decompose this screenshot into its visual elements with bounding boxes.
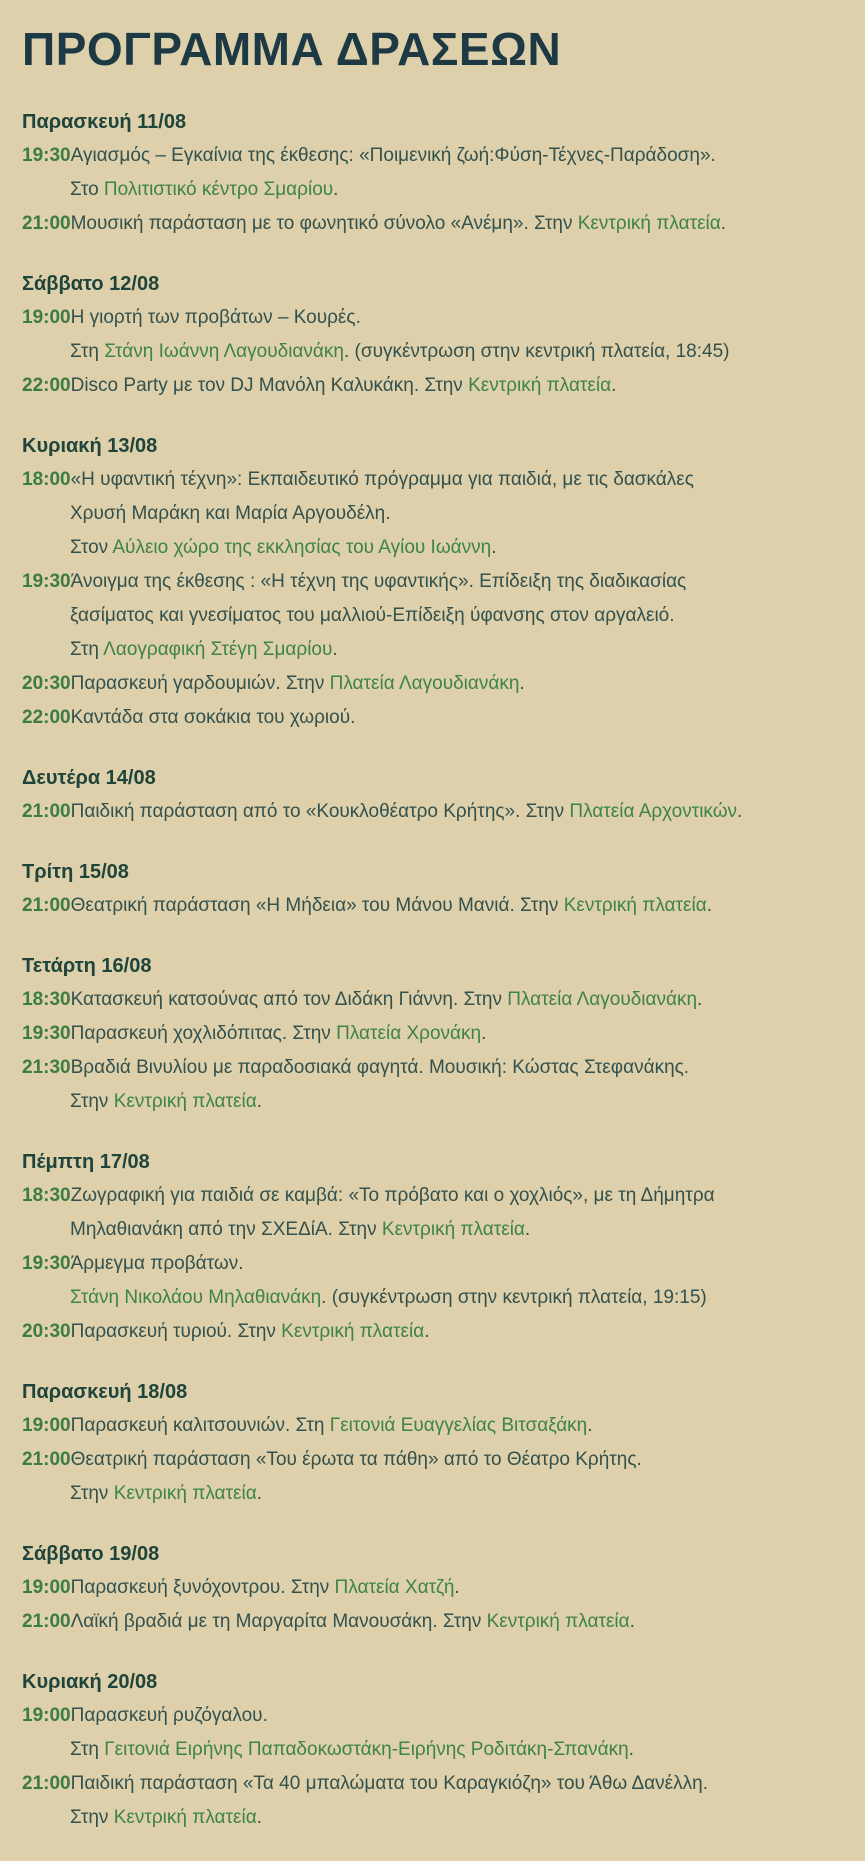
event-description-text: . bbox=[481, 1022, 487, 1044]
event-description-text: Παρασκευή γαρδουμιών. Στην bbox=[70, 672, 330, 694]
event-text bbox=[71, 1767, 855, 1801]
event-text bbox=[71, 1247, 855, 1281]
event-time: 22:00 bbox=[22, 374, 71, 396]
location-text: Πλατεία Χρονάκη bbox=[336, 1022, 482, 1044]
event-text bbox=[71, 701, 855, 735]
event-time: 21:00 bbox=[22, 894, 71, 916]
event-description-text: Βραδιά Βινυλίου με παραδοσιακά φαγητά. Μουσική: Κώστας Στεφανάκης. bbox=[70, 1056, 690, 1078]
event-description-text: Disco Party με τον DJ Μανόλη Καλυκάκη. Στην bbox=[70, 374, 469, 396]
event-text bbox=[70, 1085, 855, 1119]
event-description-text: Λαϊκή βραδιά με τη Μαργαρίτα Μανουσάκη. Στην bbox=[70, 1610, 487, 1632]
event-line bbox=[22, 701, 855, 735]
event-description-text: Κατασκευή κατσούνας από τον Διδάκη Γιάννη. Στην bbox=[70, 988, 508, 1010]
event-continuation-line bbox=[22, 599, 855, 633]
event-continuation-line bbox=[22, 1477, 855, 1511]
event-description-text: Παιδική παράσταση «Τα 40 μπαλώματα του Καραγκιόζη» του Άθω Δανέλλη. bbox=[70, 1772, 708, 1794]
event-text bbox=[70, 599, 855, 633]
event-description-text: . bbox=[587, 1414, 593, 1436]
event-description-text: . bbox=[256, 1482, 262, 1504]
day-section bbox=[22, 105, 855, 241]
location-text: Κεντρική πλατεία bbox=[113, 1090, 257, 1112]
event-time: 22:00 bbox=[22, 706, 71, 728]
event-time: 19:30 bbox=[22, 144, 71, 166]
event-line bbox=[22, 369, 855, 403]
days-list bbox=[22, 105, 855, 1835]
event-time: 19:30 bbox=[22, 1022, 71, 1044]
event-description-text: «Η υφαντική τέχνη»: Εκπαιδευτικό πρόγραμμα για παιδιά, με τις δασκάλες bbox=[70, 468, 694, 490]
event-description-text: . bbox=[524, 1218, 531, 1240]
location-text: Στάνη Νικολάου Μηλαθιανάκη bbox=[70, 1286, 322, 1308]
page-title: ΠΡΟΓΡΑΜΜΑ ΔΡΑΣΕΩΝ bbox=[22, 23, 562, 75]
event-description-text: . bbox=[720, 212, 727, 234]
event-description-text: . (συγκέντρωση στην κεντρική πλατεία, 19:15) bbox=[321, 1286, 707, 1308]
event-text bbox=[71, 1605, 855, 1639]
event-description-text: Ζωγραφική για παιδιά σε καμβά: «Το πρόβατο και ο χοχλιός», με τη Δήμητρα bbox=[70, 1184, 715, 1206]
event-text bbox=[71, 565, 855, 599]
event-line bbox=[22, 1315, 855, 1349]
event-text bbox=[71, 795, 855, 829]
event-description-text: Στη bbox=[70, 1738, 105, 1760]
event-description-text: . bbox=[706, 894, 712, 916]
event-description-text: . bbox=[519, 672, 525, 694]
event-text bbox=[70, 1733, 855, 1767]
location-text: Πολιτιστικό κέντρο Σμαρίου bbox=[103, 178, 334, 200]
event-description-text: . bbox=[628, 1738, 634, 1760]
event-text bbox=[70, 1477, 855, 1511]
event-description-text: Στη bbox=[70, 638, 104, 660]
event-description-text: . bbox=[697, 988, 703, 1010]
event-text bbox=[70, 633, 855, 667]
event-continuation-line bbox=[22, 335, 855, 369]
event-line bbox=[22, 301, 855, 335]
event-time: 18:00 bbox=[22, 468, 71, 490]
event-description-text: Καντάδα στα σοκάκια του χωριού. bbox=[70, 706, 356, 728]
location-text: Κεντρική πλατεία bbox=[468, 374, 612, 396]
event-line bbox=[22, 1017, 855, 1051]
location-text: Κεντρική πλατεία bbox=[281, 1320, 425, 1342]
event-description-text: Θεατρική παράσταση «Του έρωτα τα πάθη» από το Θέατρο Κρήτης. bbox=[70, 1448, 642, 1470]
event-continuation-line bbox=[22, 633, 855, 667]
event-text bbox=[70, 1213, 855, 1247]
event-continuation-line bbox=[22, 1085, 855, 1119]
day-section bbox=[22, 429, 855, 735]
day-section bbox=[22, 855, 855, 923]
day-section bbox=[22, 1145, 855, 1349]
location-text: Κεντρική πλατεία bbox=[113, 1482, 257, 1504]
event-line bbox=[22, 983, 855, 1017]
event-time: 21:00 bbox=[22, 1448, 71, 1470]
event-line bbox=[22, 463, 855, 497]
location-text: Γειτονιά Ευαγγελίας Βιτσαξάκη bbox=[329, 1414, 588, 1436]
event-line bbox=[22, 139, 855, 173]
day-header: Τρίτη 15/08 bbox=[22, 860, 129, 883]
event-description-text: . (συγκέντρωση στην κεντρική πλατεία, 18:45) bbox=[343, 340, 730, 362]
location-text: Κεντρική πλατεία bbox=[577, 212, 721, 234]
event-time: 19:00 bbox=[22, 306, 71, 328]
event-line bbox=[22, 1247, 855, 1281]
location-text: Πλατεία Αρχοντικών bbox=[569, 800, 738, 822]
event-description-text: . bbox=[491, 536, 497, 558]
event-description-text: Παιδική παράσταση από το «Κουκλοθέατρο Κρήτης». Στην bbox=[70, 800, 570, 822]
location-text: Πλατεία Χατζή bbox=[334, 1576, 455, 1598]
day-section bbox=[22, 1375, 855, 1511]
event-description-text: . bbox=[737, 800, 743, 822]
event-line bbox=[22, 795, 855, 829]
location-text: Αύλειο χώρο της εκκλησίας του Αγίου Ιωάννη bbox=[112, 536, 492, 558]
location-text: Κεντρική πλατεία bbox=[563, 894, 707, 916]
event-description-text: Στη bbox=[70, 340, 105, 362]
event-description-text: Θεατρική παράσταση «Η Μήδεια» του Μάνου Μανιά. Στην bbox=[70, 894, 564, 916]
location-text: Στάνη Ιωάννη Λαγουδιανάκη bbox=[104, 340, 344, 362]
event-line bbox=[22, 1051, 855, 1085]
day-header: Πέμπτη 17/08 bbox=[22, 1150, 150, 1173]
event-line bbox=[22, 889, 855, 923]
event-description-text: Στην bbox=[70, 1090, 114, 1112]
event-description-text: . bbox=[611, 374, 617, 396]
location-text: Γειτονιά Ειρήνης Παπαδοκωστάκη-Ειρήνης Ροδιτάκη-Σπανάκη bbox=[104, 1738, 629, 1760]
event-text bbox=[70, 531, 855, 565]
location-text: Πλατεία Λαγουδιανάκη bbox=[329, 672, 520, 694]
event-description-text: Μουσική παράσταση με το φωνητικό σύνολο «Ανέμη». Στην bbox=[70, 212, 578, 234]
day-header: Σάββατο 19/08 bbox=[22, 1542, 160, 1565]
event-text bbox=[71, 1179, 855, 1213]
event-time: 19:30 bbox=[22, 1252, 71, 1274]
event-description-text: Χρυσή Μαράκη και Μαρία Αργουδέλη. bbox=[70, 502, 391, 524]
day-section bbox=[22, 1537, 855, 1639]
event-description-text: . bbox=[256, 1806, 262, 1828]
event-continuation-line bbox=[22, 497, 855, 531]
event-time: 19:00 bbox=[22, 1414, 71, 1436]
event-description-text: . bbox=[256, 1090, 262, 1112]
event-text bbox=[71, 667, 855, 701]
event-line bbox=[22, 1699, 855, 1733]
event-text bbox=[70, 173, 855, 207]
day-header: Δευτέρα 14/08 bbox=[22, 766, 156, 789]
event-text bbox=[71, 463, 855, 497]
event-text bbox=[71, 369, 855, 403]
location-text: Κεντρική πλατεία bbox=[113, 1806, 257, 1828]
event-line bbox=[22, 1443, 855, 1477]
day-header: Παρασκευή 11/08 bbox=[22, 110, 187, 133]
event-time: 21:00 bbox=[22, 800, 71, 822]
day-header: Τετάρτη 16/08 bbox=[22, 954, 152, 977]
event-time: 18:30 bbox=[22, 988, 71, 1010]
event-description-text: Παρασκευή καλιτσουνιών. Στη bbox=[70, 1414, 330, 1436]
location-text: Κεντρική πλατεία bbox=[486, 1610, 630, 1632]
event-text bbox=[70, 497, 855, 531]
day-header: Κυριακή 20/08 bbox=[22, 1670, 158, 1693]
event-text bbox=[71, 1051, 855, 1085]
event-description-text: . bbox=[332, 638, 338, 660]
event-time: 19:30 bbox=[22, 570, 71, 592]
event-text bbox=[71, 207, 855, 241]
event-description-text: Μηλαθιανάκη από την ΣΧΕΔίΑ. Στην bbox=[70, 1218, 382, 1240]
event-description-text: . bbox=[454, 1576, 460, 1598]
event-text bbox=[70, 1281, 855, 1315]
day-section bbox=[22, 761, 855, 829]
event-text bbox=[71, 1443, 855, 1477]
event-text bbox=[71, 1315, 855, 1349]
event-description-text: . bbox=[629, 1610, 635, 1632]
day-header: Σάββατο 12/08 bbox=[22, 272, 160, 295]
event-time: 21:00 bbox=[22, 212, 71, 234]
event-description-text: Άνοιγμα της έκθεσης : «Η τέχνη της υφαντικής». Επίδειξη της διαδικασίας bbox=[70, 570, 687, 592]
event-description-text: Παρασκευή χοχλιδόπιτας. Στην bbox=[70, 1022, 337, 1044]
event-line bbox=[22, 565, 855, 599]
event-description-text: . bbox=[333, 178, 339, 200]
event-description-text: Παρασκευή τυριού. Στην bbox=[70, 1320, 282, 1342]
location-text: Λαογραφική Στέγη Σμαρίου bbox=[103, 638, 333, 660]
event-line bbox=[22, 1179, 855, 1213]
event-line bbox=[22, 1409, 855, 1443]
event-time: 20:30 bbox=[22, 672, 71, 694]
day-header: Κυριακή 13/08 bbox=[22, 434, 158, 457]
event-line bbox=[22, 667, 855, 701]
event-description-text: . bbox=[424, 1320, 430, 1342]
event-continuation-line bbox=[22, 1213, 855, 1247]
event-time: 18:30 bbox=[22, 1184, 71, 1206]
event-description-text: Στην bbox=[70, 1482, 114, 1504]
event-text bbox=[71, 983, 855, 1017]
event-continuation-line bbox=[22, 531, 855, 565]
event-continuation-line bbox=[22, 1733, 855, 1767]
event-time: 19:00 bbox=[22, 1704, 71, 1726]
event-description-text: Αγιασμός – Εγκαίνια της έκθεσης: «Ποιμενική ζωή:Φύση-Τέχνες-Παράδοση». bbox=[70, 144, 716, 166]
event-description-text: ξασίματος και γνεσίματος του μαλλιού-Επίδειξη ύφανσης στον αργαλειό. bbox=[70, 604, 675, 626]
event-continuation-line bbox=[22, 1281, 855, 1315]
day-section bbox=[22, 267, 855, 403]
event-text bbox=[71, 889, 855, 923]
event-text bbox=[71, 139, 855, 173]
event-description-text: Στον bbox=[70, 536, 113, 558]
event-description-text: Παρασκευή ρυζόγαλου. bbox=[70, 1704, 268, 1726]
event-continuation-line bbox=[22, 173, 855, 207]
location-text: Κεντρική πλατεία bbox=[381, 1218, 525, 1240]
event-time: 20:30 bbox=[22, 1320, 71, 1342]
event-description-text: Στο bbox=[70, 178, 104, 200]
event-line bbox=[22, 1571, 855, 1605]
day-section bbox=[22, 949, 855, 1119]
event-text bbox=[70, 335, 855, 369]
event-description-text: Στην bbox=[70, 1806, 114, 1828]
event-description-text: Άρμεγμα προβάτων. bbox=[70, 1252, 244, 1274]
day-section bbox=[22, 1665, 855, 1835]
day-header: Παρασκευή 18/08 bbox=[22, 1380, 188, 1403]
event-line bbox=[22, 1605, 855, 1639]
location-text: Πλατεία Λαγουδιανάκη bbox=[507, 988, 698, 1010]
event-text bbox=[70, 1801, 855, 1835]
event-description-text: Η γιορτή των προβάτων – Κουρές. bbox=[70, 306, 361, 328]
event-text bbox=[71, 1409, 855, 1443]
event-text bbox=[71, 1699, 855, 1733]
event-time: 21:00 bbox=[22, 1772, 71, 1794]
event-line bbox=[22, 207, 855, 241]
event-description-text: Παρασκευή ξυνόχοντρου. Στην bbox=[70, 1576, 335, 1598]
event-time: 21:00 bbox=[22, 1610, 71, 1632]
event-text bbox=[71, 1571, 855, 1605]
event-text bbox=[71, 301, 855, 335]
event-line bbox=[22, 1767, 855, 1801]
event-text bbox=[71, 1017, 855, 1051]
event-time: 21:30 bbox=[22, 1056, 71, 1078]
event-time: 19:00 bbox=[22, 1576, 71, 1598]
event-continuation-line bbox=[22, 1801, 855, 1835]
